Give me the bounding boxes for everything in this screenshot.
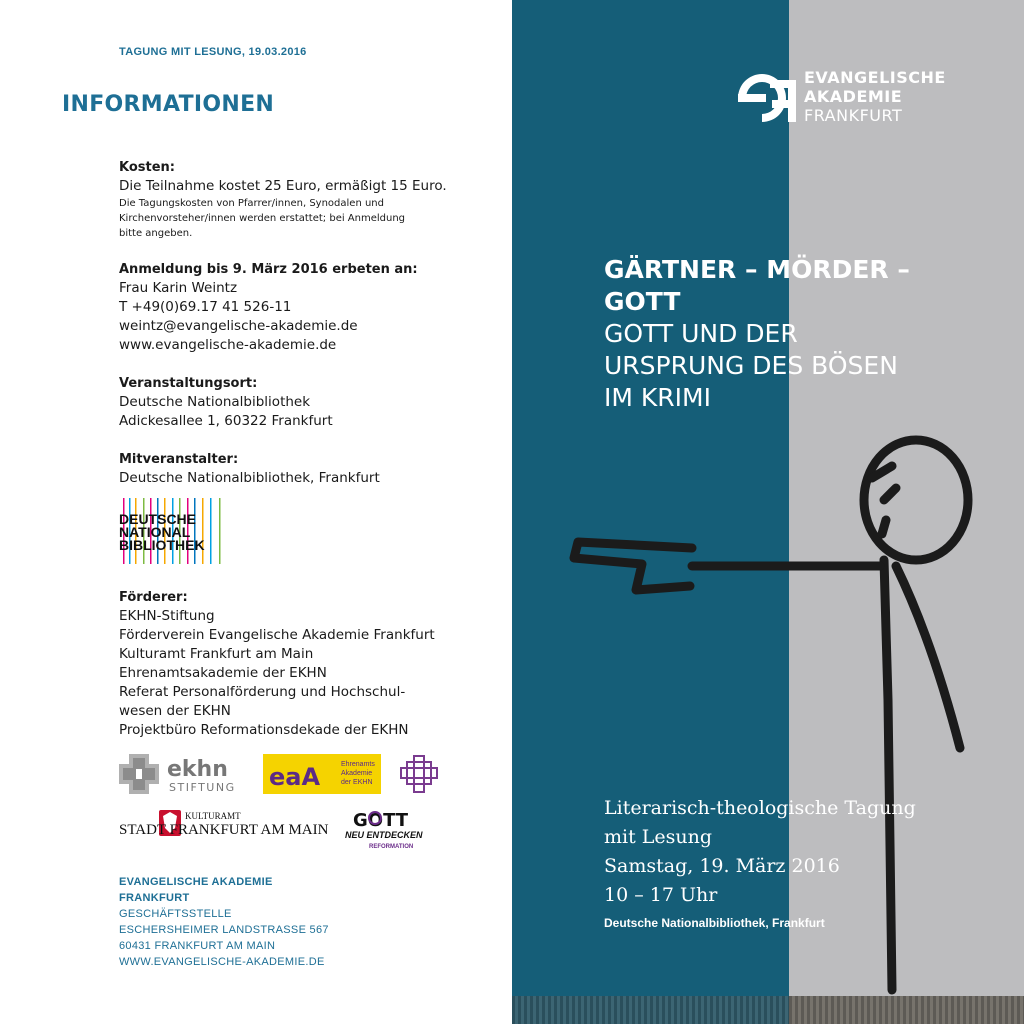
foerderer-item: Referat Personalförderung und Hochschul- <box>119 684 406 700</box>
subtitle-line-3: IM KRIMI <box>604 383 711 412</box>
event-type-2: mit Lesung <box>604 826 713 848</box>
reformationsdekade-cross-icon <box>401 756 437 792</box>
event-venue: Deutsche Nationalbibliothek, Frankfurt <box>604 916 825 930</box>
dnb-logo <box>119 498 229 564</box>
footer-line: 60431 FRANKFURT AM MAIN <box>119 940 276 952</box>
eaa-wordmark: eaA <box>269 763 321 791</box>
kosten-price: Die Teilnahme kostet 25 Euro, ermäßigt 15 Euro. <box>119 178 447 194</box>
title-line-1: GÄRTNER – MÖRDER – <box>604 255 910 284</box>
footer-line: GESCHÄFTSSTELLE <box>119 908 232 920</box>
gott-sub: NEU ENTDECKEN <box>345 830 423 840</box>
kosten-note-2: Kirchenvorsteher/innen werden erstattet; bei Anmeldung <box>119 213 406 224</box>
mitveranstalter-label: Mitveranstalter: <box>119 452 239 467</box>
cover-title <box>604 254 984 414</box>
foerderer-label: Förderer: <box>119 590 188 605</box>
eaa-sub-2: Akademie <box>341 770 373 777</box>
gott-ref: REFORMATION <box>369 844 414 850</box>
gott-wordmark: GOTT <box>353 810 409 831</box>
gott-neu-entdecken-logo <box>345 810 423 850</box>
ehrenamtsakademie-logo <box>263 754 381 794</box>
footer-address <box>119 874 419 970</box>
contact-name: Frau Karin Weintz <box>119 280 238 296</box>
ort-line-1: Deutsche Nationalbibliothek <box>119 394 311 410</box>
foerderer-item: wesen der EKHN <box>119 703 231 719</box>
anmeldung-label: Anmeldung bis 9. März 2016 erbeten an: <box>119 262 418 277</box>
dnb-logo-text-2: NATIONAL <box>119 524 191 540</box>
ort-section <box>119 374 499 431</box>
brand-line-2: AKADEMIE <box>804 87 903 106</box>
footer-website[interactable]: WWW.EVANGELISCHE-AKADEMIE.DE <box>119 956 325 968</box>
title-line-2: GOTT <box>604 287 681 316</box>
info-block <box>119 158 499 507</box>
event-details <box>604 794 916 910</box>
kosten-section <box>119 158 499 241</box>
eaa-sub-3: der EKHN <box>341 779 373 786</box>
kulturamt-main-text: STADT FRANKFURT AM MAIN <box>119 822 329 838</box>
kulturamt-logo <box>119 810 329 838</box>
event-date: Samstag, 19. März 2016 <box>604 855 840 877</box>
footer-org-1: EVANGELISCHE AKADEMIE <box>119 876 273 888</box>
brand-line-3: FRANKFURT <box>804 106 903 125</box>
event-time: 10 – 17 Uhr <box>604 884 718 906</box>
contact-phone[interactable]: T +49(0)69.17 41 526-11 <box>119 299 292 315</box>
contact-web[interactable]: www.evangelische-akademie.de <box>119 337 337 353</box>
figure-arm-down <box>896 566 960 748</box>
kosten-note-1: Die Tagungskosten von Pfarrer/innen, Synodalen und <box>119 198 384 209</box>
foerderer-item: Förderverein Evangelische Akademie Frankfurt <box>119 627 435 643</box>
figure-eye <box>884 488 896 500</box>
mitveranstalter-line: Deutsche Nationalbibliothek, Frankfurt <box>119 470 380 486</box>
foerderer-item: Ehrenamtsakademie der EKHN <box>119 665 327 681</box>
ekhn-stiftung-logo <box>119 754 236 794</box>
foerderer-item: Projektbüro Reformationsdekade der EKHN <box>119 722 409 738</box>
dnb-logo-text-3: BIBLIOTHEK <box>119 537 205 553</box>
kulturamt-small-text: KULTURAMT <box>185 811 241 821</box>
event-type: Literarisch-theologische Tagung <box>604 797 916 819</box>
sponsor-logos-row-2 <box>119 808 449 854</box>
sponsor-logos-row-1 <box>119 752 449 796</box>
foerderer-section <box>119 588 499 740</box>
figure-mouth <box>882 520 886 534</box>
eaa-sub-1: Ehrenamts <box>341 761 375 768</box>
anmeldung-section <box>119 260 499 355</box>
ort-label: Veranstaltungsort: <box>119 376 258 391</box>
contact-email[interactable]: weintz@evangelische-akademie.de <box>119 318 358 334</box>
footer-org-2: FRANKFURT <box>119 892 190 904</box>
event-kicker: TAGUNG MIT LESUNG, 19.03.2016 <box>119 46 307 58</box>
subtitle-line-2: URSPRUNG DES BÖSEN <box>604 351 898 380</box>
ekhn-cross-icon <box>119 754 159 794</box>
kosten-label: Kosten: <box>119 160 175 175</box>
page-title: INFORMATIONEN <box>62 92 275 117</box>
foerderer-item: Kulturamt Frankfurt am Main <box>119 646 314 662</box>
pointing-hand <box>574 542 692 590</box>
ort-line-2: Adickesallee 1, 60322 Frankfurt <box>119 413 333 429</box>
ekhn-stiftung-text: STIFTUNG <box>169 781 236 794</box>
cover-page <box>512 0 1024 1024</box>
figure-body <box>884 560 892 990</box>
subtitle-line-1: GOTT UND DER <box>604 319 798 348</box>
footer-line: ESCHERSHEIMER LANDSTRASSE 567 <box>119 924 329 936</box>
dnb-logo-text-1: DEUTSCHE <box>119 511 197 527</box>
mitveranstalter-section <box>119 450 499 488</box>
foerderer-item: EKHN-Stiftung <box>119 608 215 624</box>
kosten-note-3: bitte angeben. <box>119 228 193 239</box>
ekhn-wordmark: ekhn <box>167 757 228 782</box>
brand-line-1: EVANGELISCHE <box>804 68 946 87</box>
